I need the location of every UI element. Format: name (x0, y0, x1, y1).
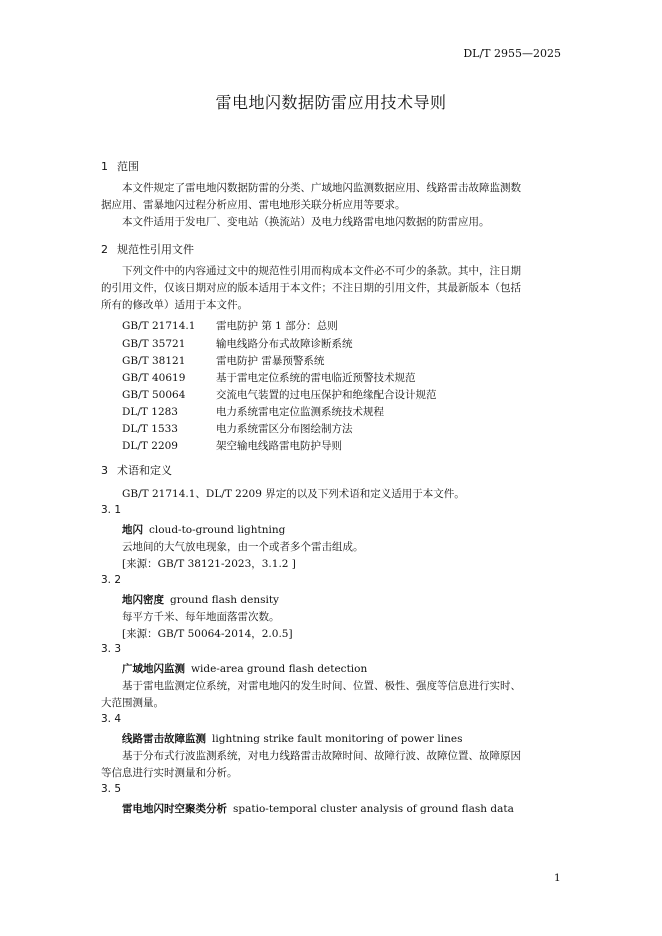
term-definition: 基于雷电监测定位系统，对雷电地闪的发生时间、位置、极性、强度等信息进行实时、 (122, 680, 521, 692)
term-definition: 大范围测量。 (101, 697, 164, 709)
term-entry (122, 522, 285, 537)
section-number: 1 (101, 160, 108, 173)
reference-name: 输电线路分布式故障诊断系统 (216, 338, 353, 350)
term-en: lightning strike fault monitoring of power lines (212, 733, 463, 745)
reference-name: 架空输电线路雷电防护导则 (216, 440, 342, 452)
section-3-heading (101, 462, 172, 478)
term-zh: 雷电地闪时空聚类分析 (122, 803, 227, 815)
reference-name: 雷电防护 雷暴预警系统 (216, 355, 325, 367)
reference-name: 电力系统雷电定位监测系统技术规程 (216, 406, 384, 418)
reference-row (122, 370, 416, 385)
section-3-intro: GB/T 21714.1、DL/T 2209 界定的以及下列术语和定义适用于本文件。 (122, 488, 465, 500)
text-line: 下列文件中的内容通过文中的规范性引用而构成本文件必不可少的条款。其中，注日期 (122, 265, 521, 277)
term-entry (122, 592, 279, 607)
reference-code: DL/T 1533 (122, 423, 178, 435)
term-zh: 地闪 (122, 524, 143, 536)
reference-code: GB/T 40619 (122, 372, 186, 384)
section-2-heading (101, 241, 194, 257)
text-line: 据应用、雷暴地闪过程分析应用、雷电地形关联分析应用等要求。 (101, 199, 406, 211)
reference-row (122, 336, 353, 351)
term-entry (122, 661, 367, 676)
reference-row (122, 387, 437, 402)
document-title: 雷电地闪数据防雷应用技术导则 (215, 93, 447, 112)
section-title: 术语和定义 (117, 464, 172, 477)
term-zh: 线路雷击故障监测 (122, 733, 206, 745)
term-entry (122, 731, 462, 746)
text-line: 本文件规定了雷电地闪数据防雷的分类、广域地闪监测数据应用、线路雷击故障监测数 (122, 182, 521, 194)
document-id: DL/T 2955—2025 (463, 47, 561, 60)
term-source: [来源：GB/T 50064-2014，2.0.5] (122, 628, 293, 640)
term-definition: 云地间的大气放电现象，由一个或者多个雷击组成。 (122, 541, 364, 553)
term-zh: 地闪密度 (122, 594, 164, 606)
section-1-heading (101, 158, 139, 174)
reference-row (122, 404, 384, 419)
reference-name: 交流电气装置的过电压保护和绝缘配合设计规范 (216, 389, 437, 401)
text-line: 的引用文件，仅该日期对应的版本适用于本文件；不注日期的引用文件，其最新版本（包括 (101, 282, 521, 294)
clause-number: 3. 4 (101, 713, 122, 725)
reference-code: GB/T 21714.1 (122, 320, 196, 332)
term-entry (122, 801, 514, 816)
reference-code: DL/T 1283 (122, 406, 178, 418)
term-en: spatio-temporal cluster analysis of ground flash data (233, 803, 514, 815)
reference-code: GB/T 35721 (122, 338, 186, 350)
page-number: 1 (554, 872, 561, 884)
section-2-body (101, 263, 563, 314)
term-en: ground flash density (170, 594, 279, 606)
reference-row (122, 353, 324, 368)
term-definition: 每平方千米、每年地面落雷次数。 (122, 611, 280, 623)
reference-code: GB/T 50064 (122, 389, 186, 401)
reference-name: 雷电防护 第 1 部分：总则 (216, 320, 338, 332)
section-number: 3 (101, 464, 108, 477)
reference-row (122, 318, 338, 333)
term-definition: 等信息进行实时测量和分析。 (101, 767, 238, 779)
term-definition: 基于分布式行波监测系统，对电力线路雷击故障时间、故障行波、故障位置、故障原因 (122, 750, 521, 762)
text-line: 本文件适用于发电厂、变电站（换流站）及电力线路雷电地闪数据的防雷应用。 (122, 216, 490, 228)
section-title: 规范性引用文件 (117, 243, 194, 256)
section-number: 2 (101, 243, 108, 256)
reference-code: DL/T 2209 (122, 440, 178, 452)
reference-name: 基于雷电定位系统的雷电临近预警技术规范 (216, 372, 416, 384)
term-en: cloud-to-ground lightning (149, 524, 286, 536)
reference-code: GB/T 38121 (122, 355, 186, 367)
reference-row (122, 421, 353, 436)
clause-number: 3. 1 (101, 504, 122, 516)
clause-number: 3. 5 (101, 783, 122, 795)
reference-name: 电力系统雷区分布图绘制方法 (216, 423, 353, 435)
reference-row (122, 438, 342, 453)
clause-number: 3. 2 (101, 574, 122, 586)
clause-number: 3. 3 (101, 643, 122, 655)
term-zh: 广域地闪监测 (122, 663, 185, 675)
term-en: wide-area ground flash detection (191, 663, 368, 675)
term-source: [来源：GB/T 38121-2023，3.1.2 ] (122, 558, 296, 570)
section-1-body (101, 180, 563, 231)
section-title: 范围 (117, 160, 139, 173)
text-line: 所有的修改单）适用于本文件。 (101, 299, 248, 311)
